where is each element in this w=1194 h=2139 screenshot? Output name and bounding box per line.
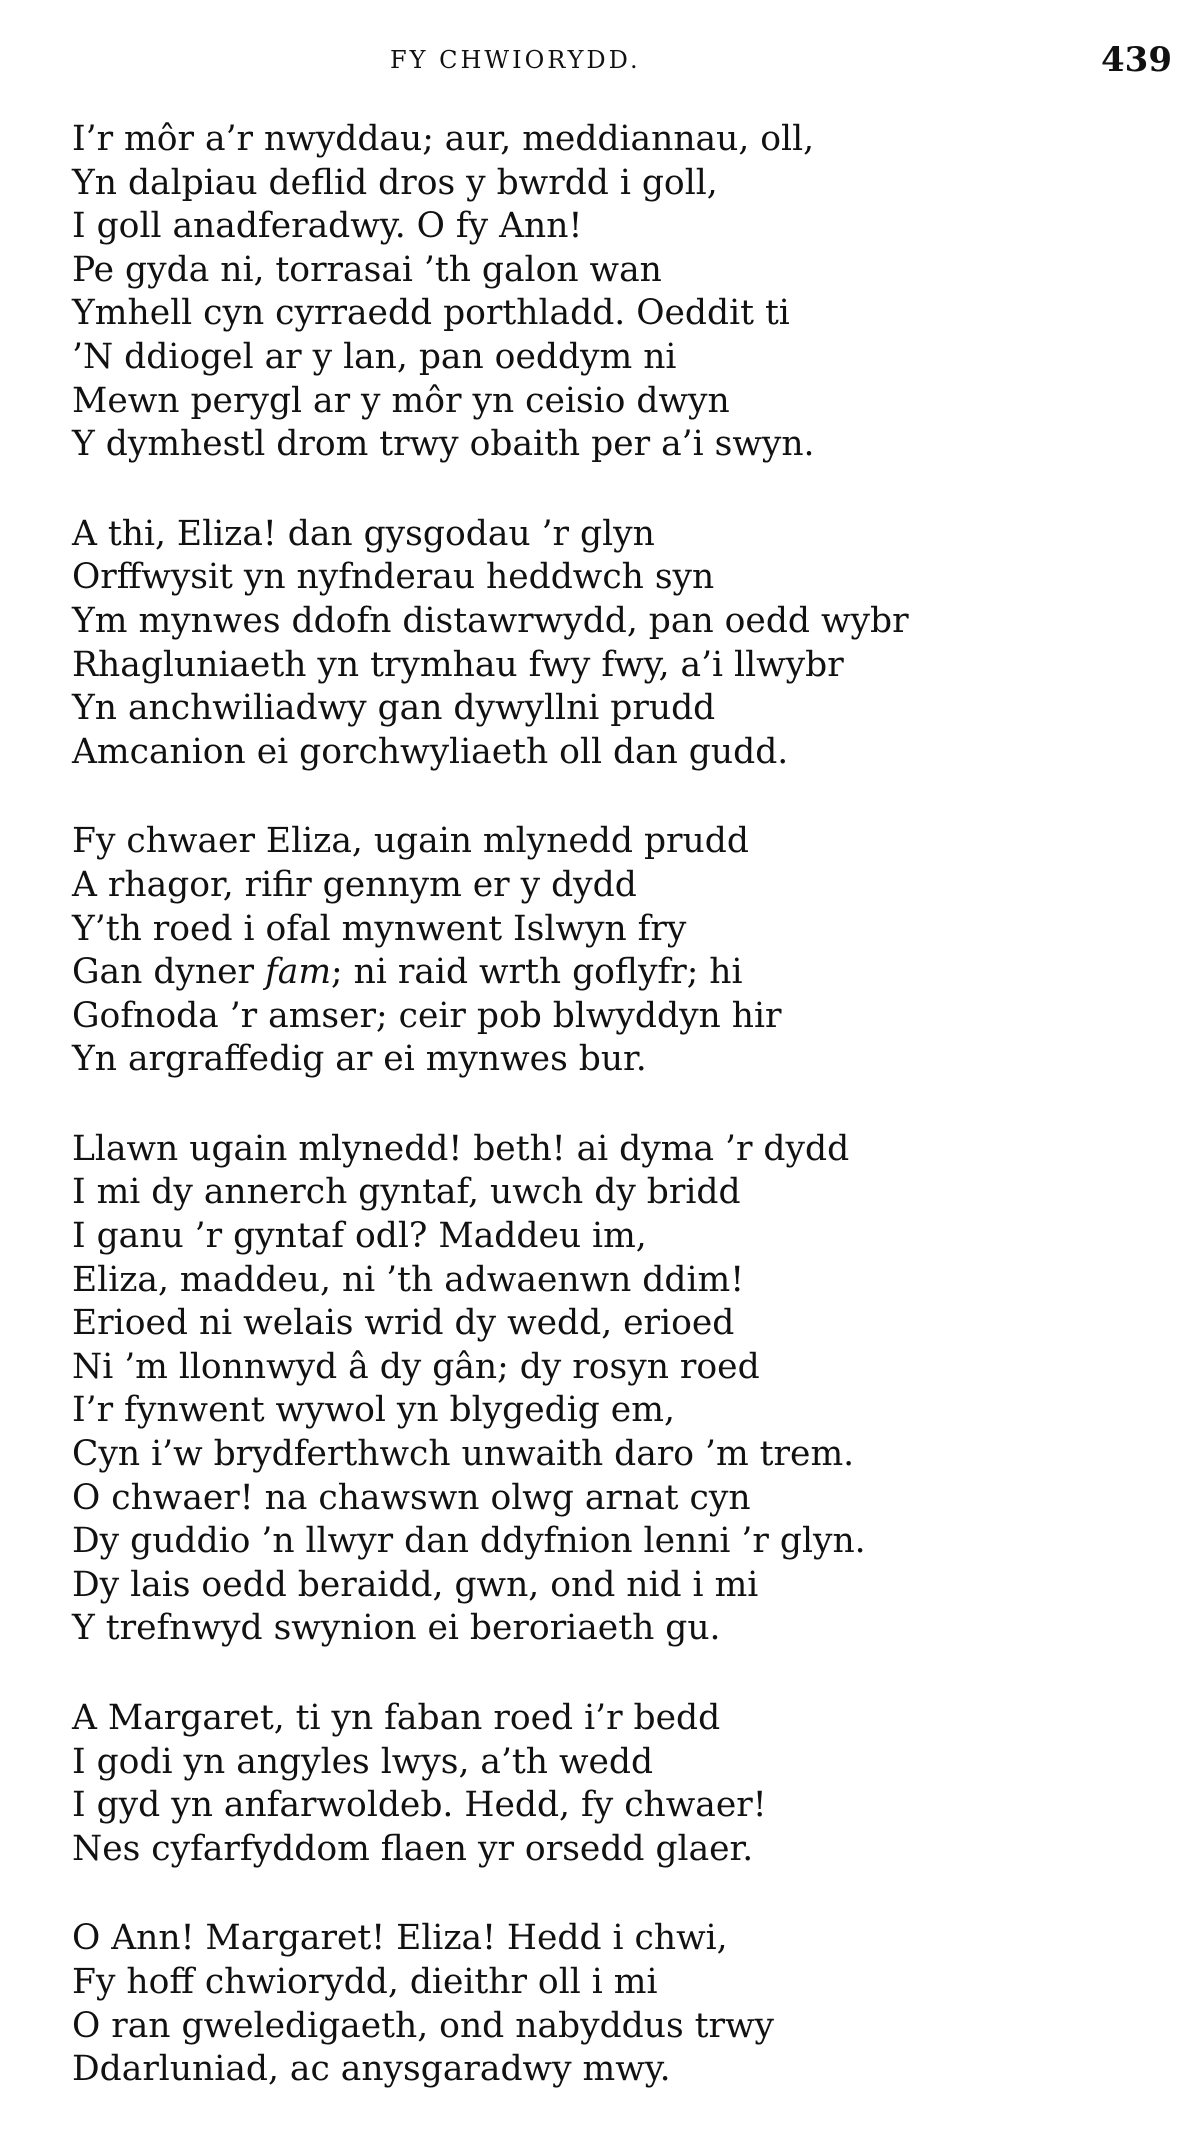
poem-line: Ym mynwes ddofn distawrwydd, pan oedd wybr bbox=[72, 600, 909, 641]
poem-line: Eliza, maddeu, ni ’th adwaenwn ddim! bbox=[72, 1259, 745, 1300]
poem-body bbox=[72, 118, 1172, 2092]
poem-line: Fy chwaer Eliza, ugain mlynedd prudd bbox=[72, 821, 749, 862]
stanza bbox=[72, 820, 1172, 1082]
poem-line: Cyn i’w brydferthwch unwaith daro ’m trem. bbox=[72, 1434, 855, 1475]
poem-line: Rhagluniaeth yn trymhau fwy fwy, a’i llwybr bbox=[72, 644, 844, 685]
poem-line: I godi yn angyles lwys, a’th wedd bbox=[72, 1741, 654, 1782]
poem-line: Yn dalpiau deflid dros y bwrdd i goll, bbox=[72, 162, 718, 203]
poem-line: I’r môr a’r nwyddau; aur, meddiannau, oll, bbox=[72, 119, 815, 159]
poem-line: I gyd yn anfarwoldeb. Hedd, fy chwaer! bbox=[72, 1785, 767, 1826]
poem-line: Orffwysit yn nyfnderau heddwch syn bbox=[72, 557, 715, 598]
poem-line: O Ann! Margaret! Eliza! Hedd i chwi, bbox=[72, 1918, 728, 1959]
poem-line: Mewn perygl ar y môr yn ceisio dwyn bbox=[72, 380, 730, 421]
poem-line: Dy guddio ’n llwyr dan ddyfnion lenni ’r glyn. bbox=[72, 1521, 866, 1562]
poem-line: I ganu ’r gyntaf odl? Maddeu im, bbox=[72, 1216, 647, 1257]
stanza bbox=[72, 118, 1172, 467]
poem-line: Yn argraffedig ar ei mynwes bur. bbox=[72, 1039, 647, 1080]
poem-line: Dy lais oedd beraidd, gwn, ond nid i mi bbox=[72, 1564, 759, 1605]
poem-line: A thi, Eliza! dan gysgodau ’r glyn bbox=[72, 513, 655, 554]
poem-line: Ymhell cyn cyrraedd porthladd. Oeddit ti bbox=[72, 293, 790, 334]
poem-line: Nes cyfarfyddom flaen yr orsedd glaer. bbox=[72, 1828, 754, 1869]
stanza bbox=[72, 513, 1172, 775]
poem-line: I mi dy annerch gyntaf, uwch dy bridd bbox=[72, 1172, 741, 1213]
poem-line: A rhagor, rifir gennym er y dydd bbox=[72, 864, 637, 905]
poem-line: Fy hoff chwiorydd, dieithr oll i mi bbox=[72, 1961, 658, 2002]
stanza bbox=[72, 1697, 1172, 1871]
poem-line: Amcanion ei gorchwyliaeth oll dan gudd. bbox=[72, 731, 789, 772]
poem-line: I’r fynwent wywol yn blygedig em, bbox=[72, 1390, 675, 1431]
poem-line: Y’th roed i ofal mynwent Islwyn fry bbox=[72, 908, 687, 949]
poem-line: Gofnoda ’r amser; ceir pob blwyddyn hir bbox=[72, 995, 782, 1036]
poem-line: Pe gyda ni, torrasai ’th galon wan bbox=[72, 249, 662, 290]
poem-line: Gan dyner fam; ni raid wrth goflyfr; hi bbox=[72, 952, 743, 993]
poem-line: ’N ddiogel ar y lan, pan oeddym ni bbox=[72, 336, 677, 377]
poem-line: Llawn ugain mlynedd! beth! ai dyma ’r dydd bbox=[72, 1128, 850, 1169]
stanza bbox=[72, 1917, 1172, 2091]
running-head bbox=[0, 40, 1194, 80]
poem-line: Erioed ni welais wrid dy wedd, erioed bbox=[72, 1303, 735, 1344]
running-title: FY CHWIORYDD. bbox=[390, 46, 641, 74]
poem-line: Ddarluniad, ac anysgaradwy mwy. bbox=[72, 2049, 671, 2090]
poem-line: O chwaer! na chawswn olwg arnat cyn bbox=[72, 1477, 751, 1518]
poem-line: O ran gweledigaeth, ond nabyddus trwy bbox=[72, 2005, 775, 2046]
poem-line: Y dymhestl drom trwy obaith per a’i swyn. bbox=[72, 424, 815, 465]
poem-line: Ni ’m llonnwyd â dy gân; dy rosyn roed bbox=[72, 1346, 760, 1387]
page-number: 439 bbox=[1101, 40, 1172, 80]
poem-line: A Margaret, ti yn faban roed i’r bedd bbox=[72, 1698, 721, 1738]
poem-line: Yn anchwiliadwy gan dywyllni prudd bbox=[72, 688, 716, 729]
poem-line: Y trefnwyd swynion ei beroriaeth gu. bbox=[72, 1608, 721, 1649]
poem-line: I goll anadferadwy. O fy Ann! bbox=[72, 206, 583, 247]
stanza bbox=[72, 1128, 1172, 1651]
